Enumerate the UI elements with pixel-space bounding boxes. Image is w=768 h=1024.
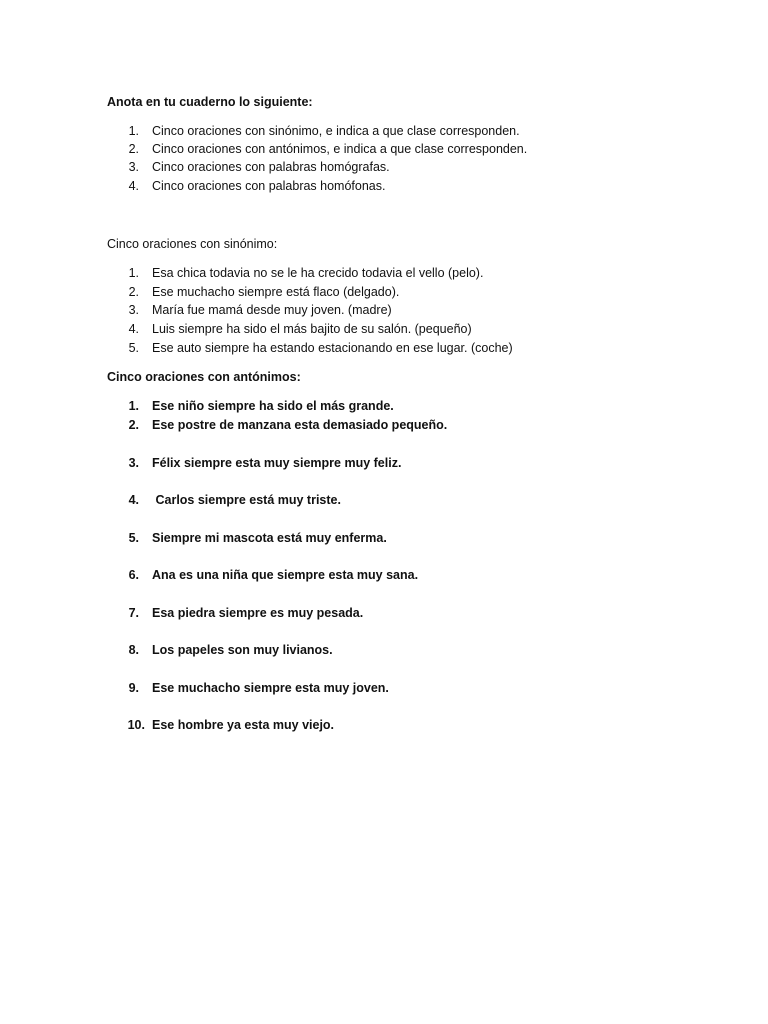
- item-number: 6.: [128, 568, 139, 582]
- antonym-item: [107, 605, 363, 621]
- item-number: 5.: [128, 341, 139, 355]
- antonym-item: [107, 680, 389, 696]
- item-number: 4.: [128, 493, 139, 507]
- item-number: 1.: [128, 266, 139, 280]
- instructions-item: [107, 141, 527, 157]
- synonym-item: [107, 340, 513, 356]
- item-text: Ese postre de manzana esta demasiado pequeño.: [152, 418, 448, 432]
- item-number: 7.: [128, 606, 139, 620]
- antonym-item: [107, 417, 447, 433]
- item-number: 4.: [128, 322, 139, 336]
- item-number: 9.: [128, 681, 139, 695]
- item-text: Cinco oraciones con sinónimo, e indica a que clase corresponden.: [152, 124, 520, 138]
- instructions-title: Anota en tu cuaderno lo siguiente:: [107, 95, 313, 109]
- item-number: 4.: [128, 179, 139, 193]
- item-number: 1.: [128, 124, 139, 138]
- item-number: 3.: [128, 160, 139, 174]
- antonym-item: [107, 455, 401, 471]
- antonym-item: [107, 567, 418, 583]
- synonym-item: [107, 265, 483, 281]
- item-text: Luis siempre ha sido el más bajito de su salón. (pequeño): [152, 322, 472, 336]
- item-text: Esa piedra siempre es muy pesada.: [152, 606, 364, 620]
- synonym-item: [107, 284, 399, 300]
- antonym-item: [107, 492, 341, 508]
- item-text: Ana es una niña que siempre esta muy sana.: [152, 568, 419, 582]
- synonyms-title: Cinco oraciones con sinónimo:: [107, 237, 278, 251]
- item-text: Carlos siempre está muy triste.: [152, 493, 341, 507]
- item-text: Ese niño siempre ha sido el más grande.: [152, 399, 394, 413]
- item-number: 8.: [128, 643, 139, 657]
- item-text: Ese muchacho siempre esta muy joven.: [152, 681, 389, 695]
- item-text: María fue mamá desde muy joven. (madre): [152, 303, 392, 317]
- item-number: 10.: [127, 718, 145, 732]
- antonym-item: [107, 717, 334, 733]
- item-number: 5.: [128, 531, 139, 545]
- synonym-item: [107, 302, 392, 318]
- item-number: 2.: [128, 285, 139, 299]
- item-text: Los papeles son muy livianos.: [152, 643, 333, 657]
- item-number: 2.: [128, 142, 139, 156]
- antonym-item: [107, 398, 394, 414]
- item-number: 1.: [128, 399, 139, 413]
- item-text: Cinco oraciones con palabras homógrafas.: [152, 160, 390, 174]
- item-number: 2.: [128, 418, 139, 432]
- item-number: 3.: [128, 303, 139, 317]
- synonym-item: [107, 321, 472, 337]
- item-text: Félix siempre esta muy siempre muy feliz.: [152, 456, 402, 470]
- item-text: Cinco oraciones con antónimos, e indica a que clase corresponden.: [152, 142, 528, 156]
- item-text: Esa chica todavia no se le ha crecido todavia el vello (pelo).: [152, 266, 484, 280]
- item-number: 3.: [128, 456, 139, 470]
- instructions-item: [107, 123, 520, 139]
- antonym-item: [107, 530, 387, 546]
- item-text: Ese muchacho siempre está flaco (delgado).: [152, 285, 400, 299]
- instructions-item: [107, 159, 390, 175]
- instructions-item: [107, 178, 385, 194]
- item-text: Siempre mi mascota está muy enferma.: [152, 531, 387, 545]
- antonym-item: [107, 642, 333, 658]
- item-text: Ese auto siempre ha estando estacionando en ese lugar. (coche): [152, 341, 513, 355]
- item-text: Cinco oraciones con palabras homófonas.: [152, 179, 386, 193]
- antonyms-title: Cinco oraciones con antónimos:: [107, 370, 301, 384]
- item-text: Ese hombre ya esta muy viejo.: [152, 718, 335, 732]
